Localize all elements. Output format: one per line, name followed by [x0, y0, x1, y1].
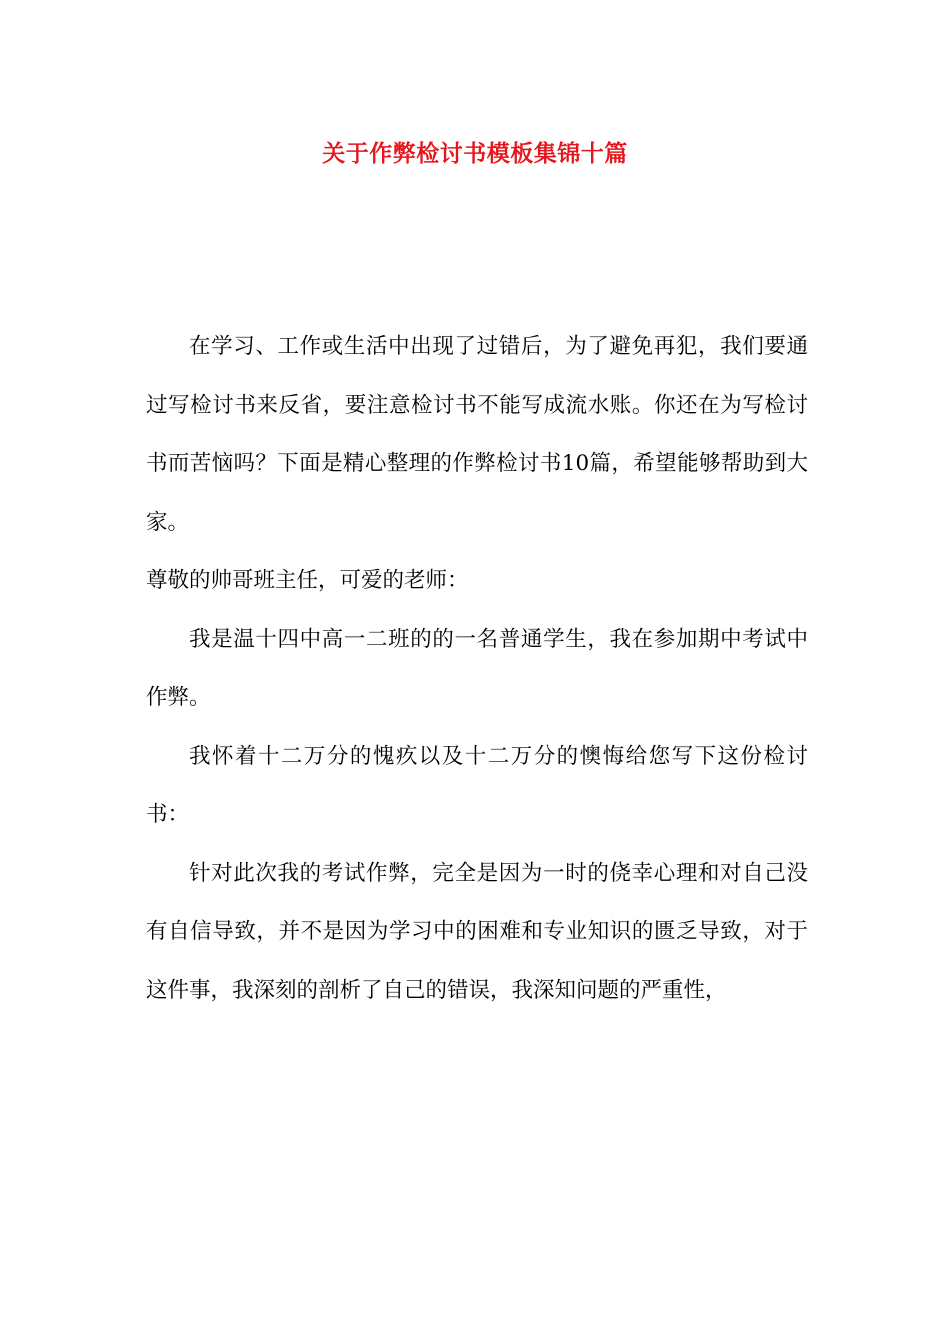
- paragraph-salutation: 尊敬的帅哥班主任，可爱的老师：: [146, 568, 469, 593]
- document-body: [146, 318, 808, 1020]
- document-title: 关于作弊检讨书模板集锦十篇: [322, 140, 628, 167]
- paragraph-apology: 我怀着十二万分的愧疚以及十二万分的懊悔给您写下这份检讨书：: [146, 743, 808, 827]
- paragraph-intro: 在学习、工作或生活中出现了过错后，为了避免再犯，我们要通过写检讨书来反省，要注意检讨书不能写成流水账。你还在为写检讨书而苦恼吗？下面是精心整理的作弊检讨书10篇，希望能够帮助到大家。: [146, 334, 808, 535]
- paragraph-self-introduction: 我是温十四中高一二班的的一名普通学生，我在参加期中考试中作弊。: [146, 626, 808, 710]
- paragraph-reflection: 针对此次我的考试作弊，完全是因为一时的侥幸心理和对自己没有自信导致，并不是因为学习中的困难和专业知识的匮乏导致，对于这件事，我深刻的剖析了自己的错误，我深知问题的严重性，: [146, 860, 808, 1003]
